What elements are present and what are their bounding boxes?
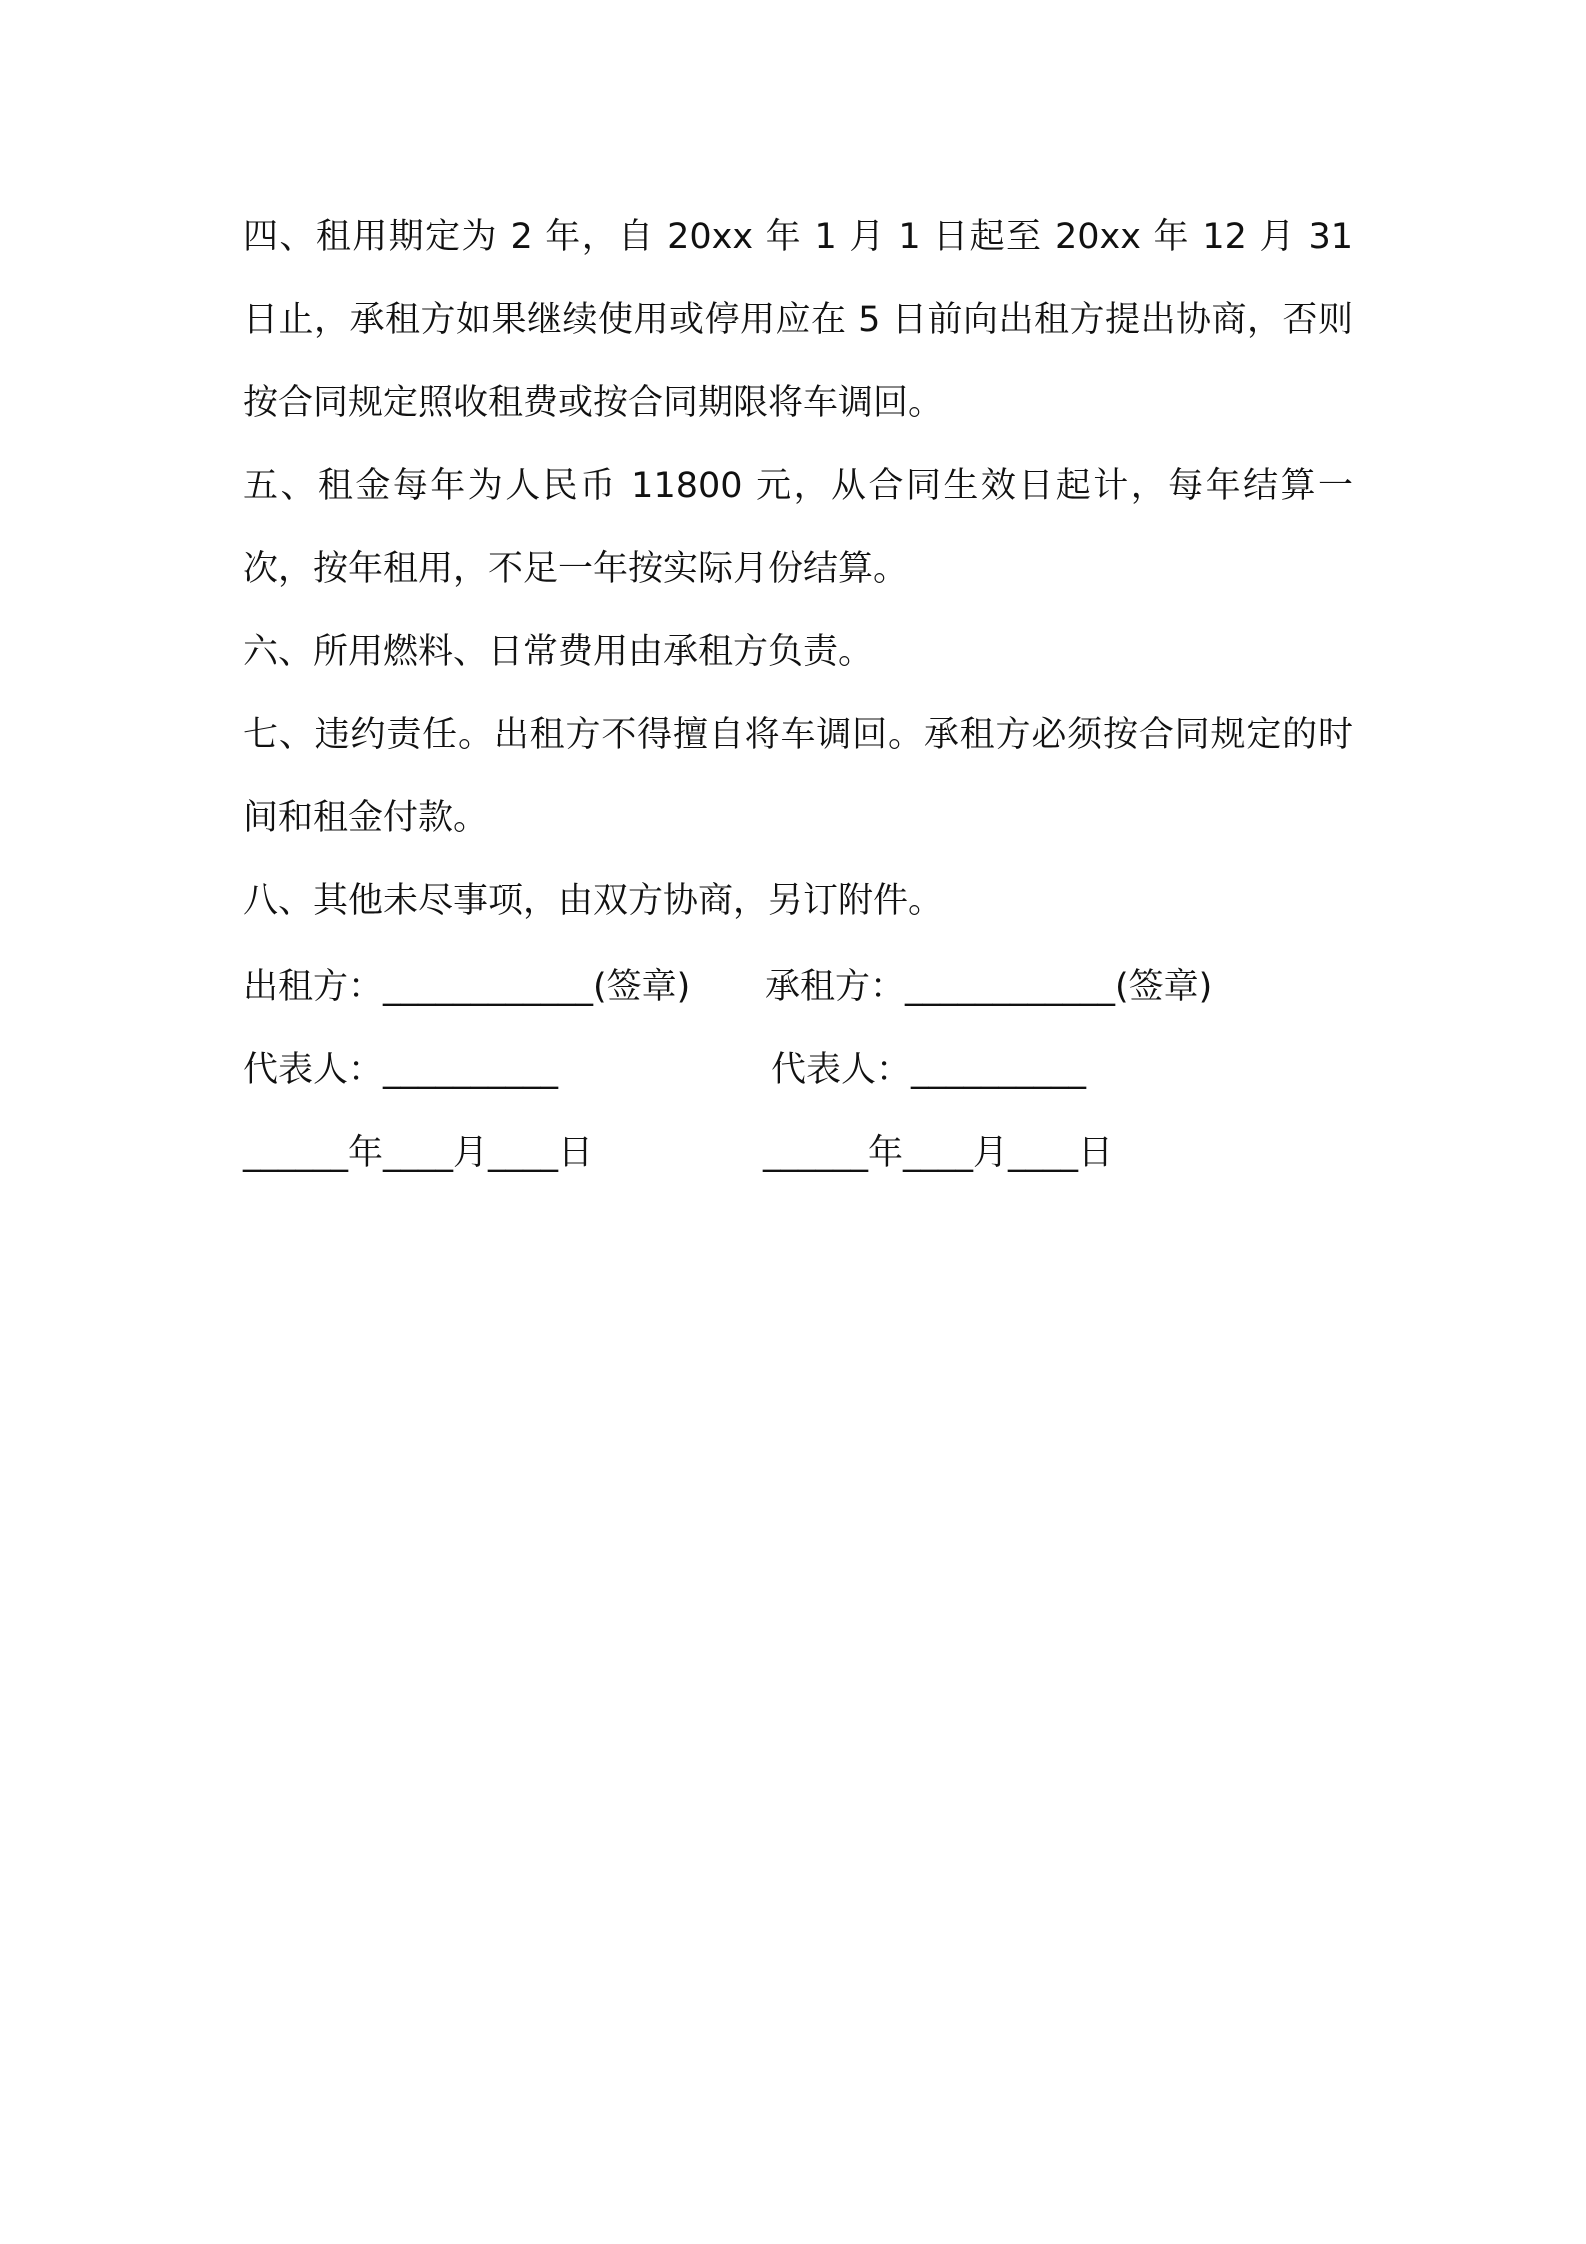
clause-6: 六、所用燃料、日常费用由承租方负责。 (243, 632, 874, 672)
clause-5: 五、租金每年为人民币 11800 元，从合同生效日起计，每年结算一次，按年租用，不足一年按实际月份结算。 (243, 466, 1353, 589)
lessor-date-line: ______年____月____日 (243, 1133, 594, 1173)
lessee-signature-line: 承租方：____________(签章) (765, 967, 1213, 1007)
clause-4: 四、租用期定为 2 年，自 20xx 年 1 月 1 日起至 20xx 年 12 月 31 日止，承租方如果继续使用或停用应在 5 日前向出租方提出协商，否则按合同规定照收租费或按合同期限将车调回。 (243, 217, 1353, 423)
signature-row-dates (243, 1112, 1393, 1195)
lessee-date-line: ______年____月____日 (763, 1133, 1114, 1173)
contract-clauses (243, 196, 1353, 943)
clause-7: 七、违约责任。出租方不得擅自将车调回。承租方必须按合同规定的时间和租金付款。 (243, 715, 1353, 838)
lessee-representative-line: 代表人：__________ (771, 1050, 1087, 1090)
signature-row-parties (243, 946, 1393, 1029)
signature-block (243, 946, 1393, 1195)
lessor-representative-line: 代表人：__________ (243, 1050, 559, 1090)
lessor-signature-line: 出租方：____________(签章) (243, 967, 691, 1007)
signature-row-representatives (243, 1029, 1393, 1112)
clause-8: 八、其他未尽事项，由双方协商，另订附件。 (243, 881, 944, 921)
